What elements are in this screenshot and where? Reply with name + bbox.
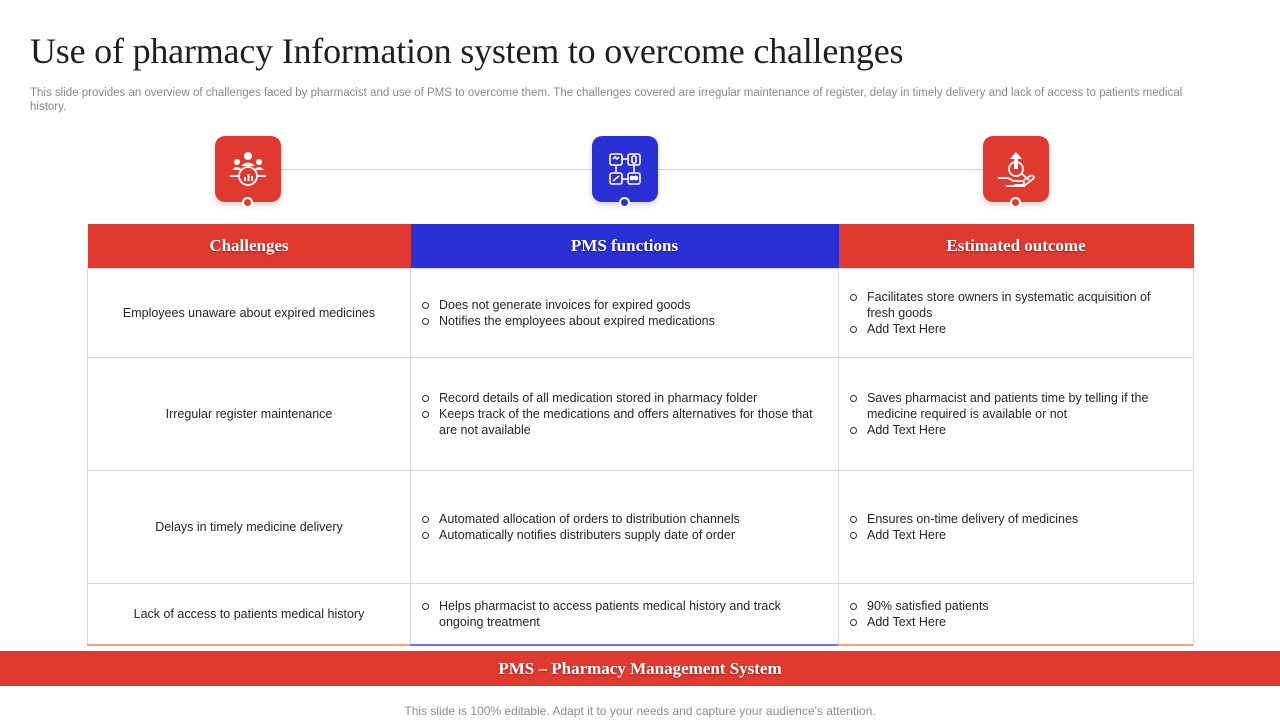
outcomes-cell [839, 268, 1194, 357]
page-subtitle: This slide provides an overview of challenges faced by pharmacist and use of PMS to overcome them. The challenges covered are irregular maintenance of register, delay in timely delivery and lack of access to patients medical history. [30, 87, 1183, 113]
hand-upload-icon [983, 136, 1049, 202]
table-row [88, 583, 1194, 645]
list-item: Automatically notifies distributers supply date of order [419, 527, 818, 543]
challenge-cell: Lack of access to patients medical history [88, 583, 411, 645]
functions-cell [411, 357, 839, 470]
list-item: Add Text Here [847, 614, 1173, 630]
team-analytics-icon [215, 136, 281, 202]
header-challenges: Challenges [88, 224, 411, 268]
table-row [88, 470, 1194, 583]
list-item: Ensures on-time delivery of medicines [847, 511, 1173, 527]
list-item: Add Text Here [847, 321, 1173, 337]
functions-cell [411, 583, 839, 645]
table-header-row [88, 224, 1194, 268]
list-item: Automated allocation of orders to distribution channels [419, 511, 818, 527]
icon-dot-red-2 [1010, 197, 1021, 208]
page-title: Use of pharmacy Information system to overcome challenges [30, 31, 904, 71]
outcomes-cell [839, 470, 1194, 583]
icon-dot-red [242, 197, 253, 208]
icon-dot-blue [619, 197, 630, 208]
medical-grid-icon [592, 136, 658, 202]
functions-cell [411, 268, 839, 357]
list-item: Record details of all medication stored in pharmacy folder [419, 390, 818, 406]
list-item: Add Text Here [847, 422, 1173, 438]
list-item: Facilitates store owners in systematic acquisition of fresh goods [847, 289, 1173, 321]
list-item: Does not generate invoices for expired goods [419, 297, 818, 313]
list-item: Notifies the employees about expired medications [419, 313, 818, 329]
functions-cell [411, 470, 839, 583]
list-item: Add Text Here [847, 527, 1173, 543]
table-bottom-accent-left [87, 644, 410, 646]
table-row [88, 268, 1194, 357]
footer-banner [0, 651, 1280, 686]
list-item: 90% satisfied patients [847, 598, 1173, 614]
challenges-table [87, 224, 1194, 646]
list-item: Saves pharmacist and patients time by telling if the medicine required is available or not [847, 390, 1173, 422]
outcomes-cell [839, 583, 1194, 645]
challenge-cell: Irregular register maintenance [88, 357, 411, 470]
challenge-cell: Employees unaware about expired medicines [88, 268, 411, 357]
table-bottom-accent-middle [410, 644, 838, 646]
list-item: Keeps track of the medications and offers alternatives for those that are not available [419, 406, 818, 438]
footer-note: This slide is 100% editable. Adapt it to your needs and capture your audience's attention. [404, 704, 876, 718]
table-row [88, 357, 1194, 470]
footer-banner-text: PMS – Pharmacy Management System [498, 658, 782, 678]
table-bottom-accent-right [838, 644, 1193, 646]
header-pms-functions: PMS functions [411, 224, 839, 268]
outcomes-cell [839, 357, 1194, 470]
header-estimated-outcome: Estimated outcome [839, 224, 1194, 268]
list-item: Helps pharmacist to access patients medical history and track ongoing treatment [419, 598, 818, 630]
challenge-cell: Delays in timely medicine delivery [88, 470, 411, 583]
